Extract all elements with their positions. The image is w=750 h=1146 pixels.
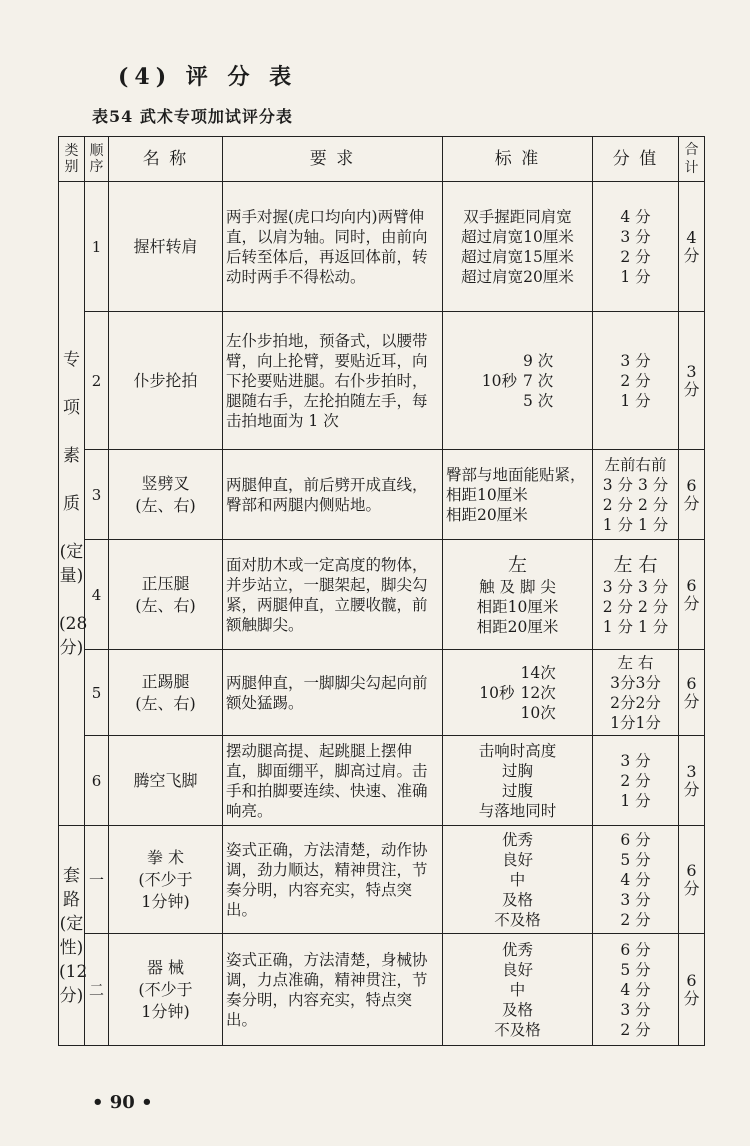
- order-cell: 3: [85, 450, 109, 540]
- requirement-cell: 摆动腿高提、起跳腿上摆伸直，脚面绷平，脚高过肩。击手和拍脚要连续、快速、准确响亮。: [223, 736, 443, 826]
- name-cell: 正踢腿 (左、右): [109, 650, 223, 736]
- standard-cell: 左 触 及 脚 尖 相距10厘米 相距20厘米: [443, 540, 593, 650]
- total-cell: 6 分: [679, 450, 705, 540]
- header-category: 类别: [59, 137, 85, 182]
- order-cell: 2: [85, 312, 109, 450]
- standard-cell: 臀部与地面能贴紧， 相距10厘米 相距20厘米: [443, 450, 593, 540]
- name-cell: 拳 术 (不少于 1分钟): [109, 826, 223, 934]
- section-title: (4) 评 分 表: [118, 64, 298, 90]
- scoring-table: [58, 136, 705, 1046]
- requirement-cell: 两手对握(虎口均向内)两臂伸直，以肩为轴。同时，由前向后转至体后，再返回体前，转动时两手不得松动。: [223, 182, 443, 312]
- standard-cell: 10秒 14次 12次 10次: [443, 650, 593, 736]
- table-row: [59, 312, 705, 450]
- header-total: 合计: [679, 137, 705, 182]
- header-requirement: 要 求: [223, 137, 443, 182]
- table-row: [59, 934, 705, 1046]
- total-cell: 4 分: [679, 182, 705, 312]
- table-title: 表54 武术专项加试评分表: [92, 107, 293, 126]
- score-cell: 4 分 3 分 2 分 1 分: [593, 182, 679, 312]
- total-cell: 6 分: [679, 540, 705, 650]
- header-row: [59, 137, 705, 182]
- name-cell: 正压腿 (左、右): [109, 540, 223, 650]
- table-row: [59, 182, 705, 312]
- score-cell: 左前右前 3 分 3 分 2 分 2 分 1 分 1 分: [593, 450, 679, 540]
- table-row: [59, 826, 705, 934]
- order-cell: 4: [85, 540, 109, 650]
- score-cell: 6 分 5 分 4 分 3 分 2 分: [593, 934, 679, 1046]
- total-cell: 3 分: [679, 736, 705, 826]
- header-name: 名 称: [109, 137, 223, 182]
- header-standard: 标 准: [443, 137, 593, 182]
- total-cell: 6 分: [679, 650, 705, 736]
- category-cell-qualitative: 套 路 (定 性) (12 分): [59, 826, 85, 1046]
- page-number: • 90 •: [92, 1092, 153, 1113]
- category-cell-quantitative: 专 项 素 质 (定 量) (28 分): [59, 182, 85, 826]
- requirement-cell: 两腿伸直，一脚脚尖勾起向前额处猛踢。: [223, 650, 443, 736]
- standard-cell: 优秀 良好 中 及格 不及格: [443, 826, 593, 934]
- requirement-cell: 姿式正确，方法清楚，身械协调，力点准确，精神贯注，节奏分明，内容充实，特点突出。: [223, 934, 443, 1046]
- requirement-cell: 面对肋木或一定高度的物体，并步站立，一腿架起，脚尖勾紧，两腿伸直，立腰收髋，前额触脚尖。: [223, 540, 443, 650]
- name-cell: 竖劈叉 (左、右): [109, 450, 223, 540]
- score-cell: 左 右 3分3分 2分2分 1分1分: [593, 650, 679, 736]
- table-row: [59, 650, 705, 736]
- score-cell: 3 分 2 分 1 分: [593, 312, 679, 450]
- requirement-cell: 左仆步拍地，预备式，以腰带臂，向上抡臂，要贴近耳，向下抡要贴进腿。右仆步拍时，腿随右手，左抡拍随左手，每击拍地面为 1 次: [223, 312, 443, 450]
- standard-cell: 优秀 良好 中 及格 不及格: [443, 934, 593, 1046]
- order-cell: 二: [85, 934, 109, 1046]
- standard-label: 10秒: [479, 683, 515, 702]
- score-cell: 3 分 2 分 1 分: [593, 736, 679, 826]
- requirement-cell: 姿式正确，方法清楚，动作协调，劲力顺达，精神贯注，节奏分明，内容充实，特点突出。: [223, 826, 443, 934]
- order-cell: 1: [85, 182, 109, 312]
- table-row: [59, 450, 705, 540]
- standard-cell: 击响时高度 过胸 过腹 与落地同时: [443, 736, 593, 826]
- total-cell: 6 分: [679, 934, 705, 1046]
- standard-cell: 10秒 9 次 7 次 5 次: [443, 312, 593, 450]
- standard-label: 10秒: [481, 371, 517, 390]
- score-cell: 左 右 3 分 3 分 2 分 2 分 1 分 1 分: [593, 540, 679, 650]
- header-order: 顺序: [85, 137, 109, 182]
- table-row: [59, 736, 705, 826]
- order-cell: 5: [85, 650, 109, 736]
- order-cell: 6: [85, 736, 109, 826]
- header-score: 分 值: [593, 137, 679, 182]
- standard-cell: 双手握距同肩宽 超过肩宽10厘米 超过肩宽15厘米 超过肩宽20厘米: [443, 182, 593, 312]
- total-cell: 6 分: [679, 826, 705, 934]
- order-cell: 一: [85, 826, 109, 934]
- name-cell: 仆步抡拍: [109, 312, 223, 450]
- name-cell: 器 械 (不少于 1分钟): [109, 934, 223, 1046]
- total-cell: 3 分: [679, 312, 705, 450]
- name-cell: 握杆转肩: [109, 182, 223, 312]
- requirement-cell: 两腿伸直，前后劈开成直线，臀部和两腿内侧贴地。: [223, 450, 443, 540]
- table-row: [59, 540, 705, 650]
- score-cell: 6 分 5 分 4 分 3 分 2 分: [593, 826, 679, 934]
- name-cell: 腾空飞脚: [109, 736, 223, 826]
